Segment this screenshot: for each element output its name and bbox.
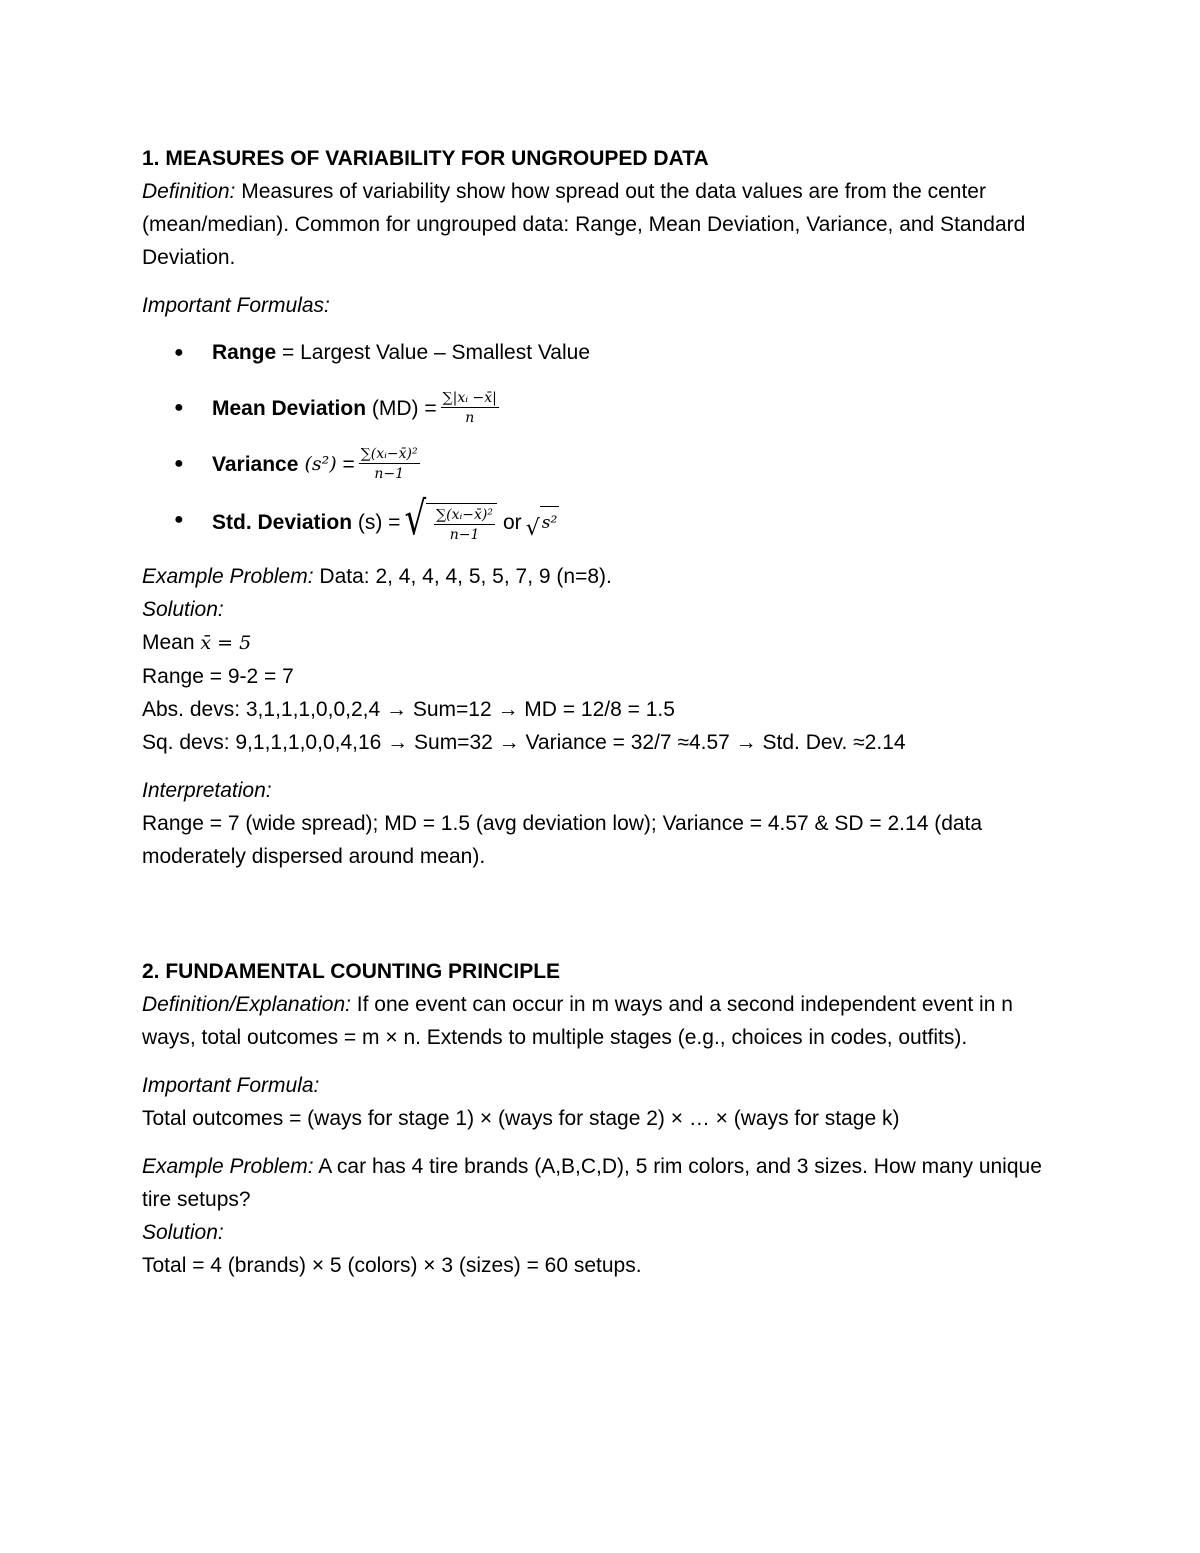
solution-range: Range = 9-2 = 7 — [142, 665, 294, 688]
document-page — [142, 142, 1062, 1282]
md-text: (MD) = — [366, 396, 437, 420]
interpretation-label: Interpretation: — [142, 779, 272, 802]
bullet-icon: ● — [174, 344, 184, 361]
sqrt-icon: √ — [525, 515, 540, 541]
sd-or: or — [503, 511, 522, 534]
md-label: Mean Deviation — [212, 396, 367, 420]
example-text: Data: 2, 4, 4, 4, 5, 5, 7, 9 (n=8). — [313, 565, 612, 588]
sd-alt: s² — [540, 506, 560, 540]
section-1-definition — [142, 175, 1062, 274]
formula-std-deviation — [142, 492, 1062, 547]
mean-prefix: Mean — [142, 631, 201, 654]
interpretation-text: Range = 7 (wide spread); MD = 1.5 (avg deviation low); Variance = 4.57 & SD = 2.14 (data moderately dispersed around mean). — [142, 812, 983, 868]
definition-label: Definition/Explanation: — [142, 993, 351, 1016]
formula-list — [142, 336, 1062, 547]
variance-symbol: (s²) — [298, 452, 337, 475]
example-label: Example Problem: — [142, 1155, 314, 1178]
formula-label: Important Formula: — [142, 1074, 320, 1097]
range-text: = Largest Value – Smallest Value — [276, 341, 591, 364]
definition-text: Measures of variability show how spread out the data values are from the center (mean/median). Common for ungrouped data: Range, Mean Deviation, Variance, and Standard Deviation. — [142, 180, 1026, 269]
sd-fraction — [434, 508, 495, 542]
md-fraction — [441, 391, 499, 425]
section-2-definition — [142, 988, 1062, 1054]
variance-numerator: ∑(xᵢ−x̄)² — [360, 446, 418, 462]
solution-sq-devs: Sq. devs: 9,1,1,1,0,0,4,16 → Sum=32 → Variance = 32/7 ≈4.57 → Std. Dev. ≈2.14 — [142, 731, 906, 754]
bullet-icon: ● — [174, 399, 184, 416]
mean-math: x̄ = 5 — [200, 632, 252, 654]
example-problem-2 — [142, 1150, 1062, 1216]
sd-denominator: n−1 — [449, 527, 480, 543]
bullet-icon: ● — [174, 455, 184, 472]
formula-range — [142, 336, 1062, 369]
section-2-heading: 2. FUNDAMENTAL COUNTING PRINCIPLE — [142, 960, 561, 983]
example-label: Example Problem: — [142, 565, 314, 588]
bullet-icon: ● — [174, 511, 184, 528]
solution-mean — [142, 626, 1062, 660]
sd-label: Std. Deviation — [212, 511, 353, 534]
formulas-label: Important Formulas: — [142, 294, 330, 317]
md-numerator: ∑|xᵢ −x̄| — [442, 390, 497, 406]
variance-label: Variance — [212, 452, 299, 476]
range-label: Range — [212, 341, 277, 364]
solution-abs-devs: Abs. devs: 3,1,1,1,0,0,2,4 → Sum=12 → MD = 12/8 = 1.5 — [142, 698, 675, 721]
solution-label: Solution: — [142, 1221, 224, 1244]
md-denominator: n — [465, 410, 475, 426]
sd-sqrt — [404, 492, 497, 547]
definition-label: Definition: — [142, 180, 236, 203]
solution-label: Solution: — [142, 598, 224, 621]
formula-mean-deviation — [142, 391, 1062, 425]
sd-text: (s) = — [352, 511, 401, 534]
sqrt-icon: √ — [404, 492, 427, 547]
section-1-heading: 1. MEASURES OF VARIABILITY FOR UNGROUPED DATA — [142, 147, 709, 170]
variance-eq: = — [336, 452, 355, 476]
example-problem-1 — [142, 560, 1062, 593]
formula-variance — [142, 447, 1062, 481]
formula-text: Total outcomes = (ways for stage 1) × (ways for stage 2) × … × (ways for stage k) — [142, 1107, 900, 1130]
variance-fraction — [359, 447, 420, 481]
sd-numerator: ∑(xᵢ−x̄)² — [436, 507, 493, 523]
sd-alt-sqrt — [526, 506, 560, 540]
definition-text: If one event can occur in m ways and a second independent event in n ways, total outcomes = m × n. Extends to multiple stages (e.g., choices in codes, outfits). — [142, 993, 1013, 1049]
example-text: A car has 4 tire brands (A,B,C,D), 5 rim colors, and 3 sizes. How many unique tire setups? — [142, 1155, 1042, 1211]
solution-text: Total = 4 (brands) × 5 (colors) × 3 (sizes) = 60 setups. — [142, 1254, 642, 1277]
variance-denominator: n−1 — [374, 466, 405, 482]
